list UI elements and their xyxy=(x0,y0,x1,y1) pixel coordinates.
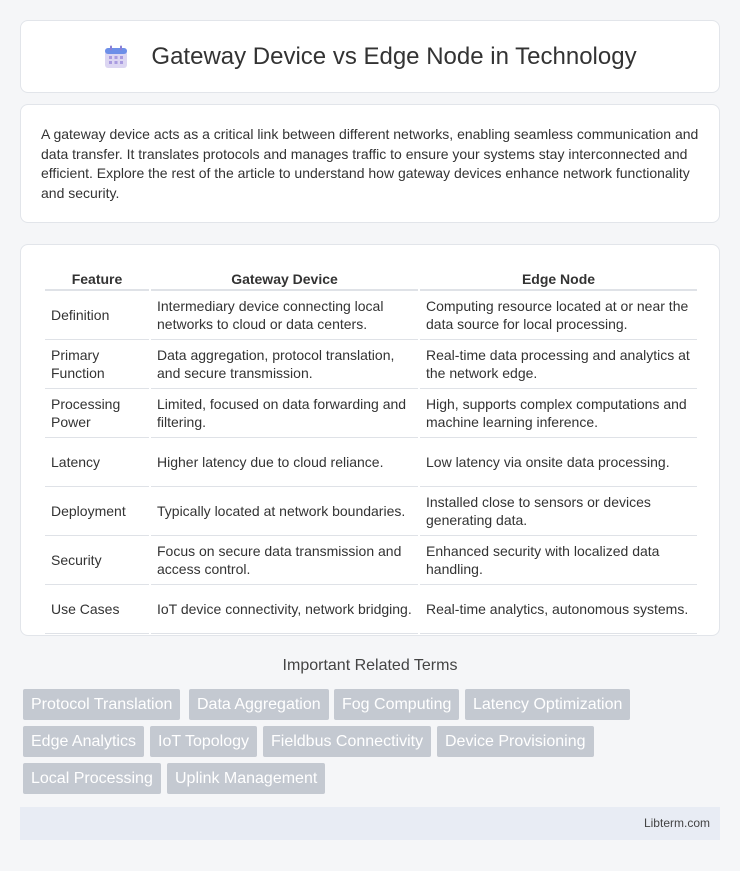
gateway-cell: Focus on secure data transmission and access control. xyxy=(151,536,418,585)
table-row xyxy=(45,340,697,389)
feature-cell: Processing Power xyxy=(45,389,149,438)
related-term-tag[interactable]: Fog Computing xyxy=(334,689,459,720)
feature-cell: Latency xyxy=(45,438,149,487)
edge-cell: Real-time analytics, autonomous systems. xyxy=(420,585,697,634)
gateway-cell: Higher latency due to cloud reliance. xyxy=(151,438,418,487)
feature-cell: Deployment xyxy=(45,487,149,536)
intro-card xyxy=(20,104,720,223)
intro-text: A gateway device acts as a critical link between different networks, enabling seamless communication and data transfer. It translates protocols and manages traffic to ensure your systems stay interconnected and efficient. Explore the rest of the article to understand how gateway devices enhance network functionality and security. xyxy=(41,126,699,201)
gateway-cell: Intermediary device connecting local networks to cloud or data centers. xyxy=(151,291,418,340)
edge-cell: Installed close to sensors or devices generating data. xyxy=(420,487,697,536)
footer-brand: Libterm.com xyxy=(643,816,710,830)
table-row xyxy=(45,291,697,340)
related-term-tag[interactable]: Protocol Translation xyxy=(23,689,180,720)
related-term-tag[interactable]: Uplink Management xyxy=(167,763,325,794)
footer xyxy=(20,807,720,840)
comparison-card xyxy=(20,244,720,636)
related-term-tag[interactable]: Device Provisioning xyxy=(437,726,594,757)
related-term-tag[interactable]: Data Aggregation xyxy=(189,689,329,720)
column-header-gateway: Gateway Device xyxy=(151,265,418,291)
feature-cell: Primary Function xyxy=(45,340,149,389)
edge-cell: Computing resource located at or near the data source for local processing. xyxy=(420,291,697,340)
table-header-row xyxy=(45,265,697,291)
header-card xyxy=(20,20,720,93)
edge-cell: Low latency via onsite data processing. xyxy=(420,438,697,487)
gateway-cell: Limited, focused on data forwarding and filtering. xyxy=(151,389,418,438)
table-row xyxy=(45,487,697,536)
column-header-edge: Edge Node xyxy=(420,265,697,291)
related-term-tag[interactable]: Local Processing xyxy=(23,763,161,794)
feature-cell: Use Cases xyxy=(45,585,149,634)
gateway-cell: Data aggregation, protocol translation, and secure transmission. xyxy=(151,340,418,389)
gateway-cell: IoT device connectivity, network bridging. xyxy=(151,585,418,634)
table-row xyxy=(45,438,697,487)
related-term-tag[interactable]: IoT Topology xyxy=(150,726,257,757)
feature-cell: Definition xyxy=(45,291,149,340)
edge-cell: Real-time data processing and analytics at the network edge. xyxy=(420,340,697,389)
edge-cell: High, supports complex computations and machine learning inference. xyxy=(420,389,697,438)
column-header-feature: Feature xyxy=(45,265,149,291)
related-term-tag[interactable]: Edge Analytics xyxy=(23,726,144,757)
table-row xyxy=(45,536,697,585)
related-term-tag[interactable]: Fieldbus Connectivity xyxy=(263,726,431,757)
table-row xyxy=(45,585,697,634)
gateway-cell: Typically located at network boundaries. xyxy=(151,487,418,536)
comparison-table xyxy=(43,265,699,634)
related-terms-title: Important Related Terms xyxy=(282,657,458,674)
feature-cell: Security xyxy=(45,536,149,585)
calendar-icon xyxy=(103,44,129,70)
table-row xyxy=(45,389,697,438)
page-title: Gateway Device vs Edge Node in Technology xyxy=(151,42,637,70)
related-term-tag[interactable]: Latency Optimization xyxy=(465,689,630,720)
edge-cell: Enhanced security with localized data handling. xyxy=(420,536,697,585)
